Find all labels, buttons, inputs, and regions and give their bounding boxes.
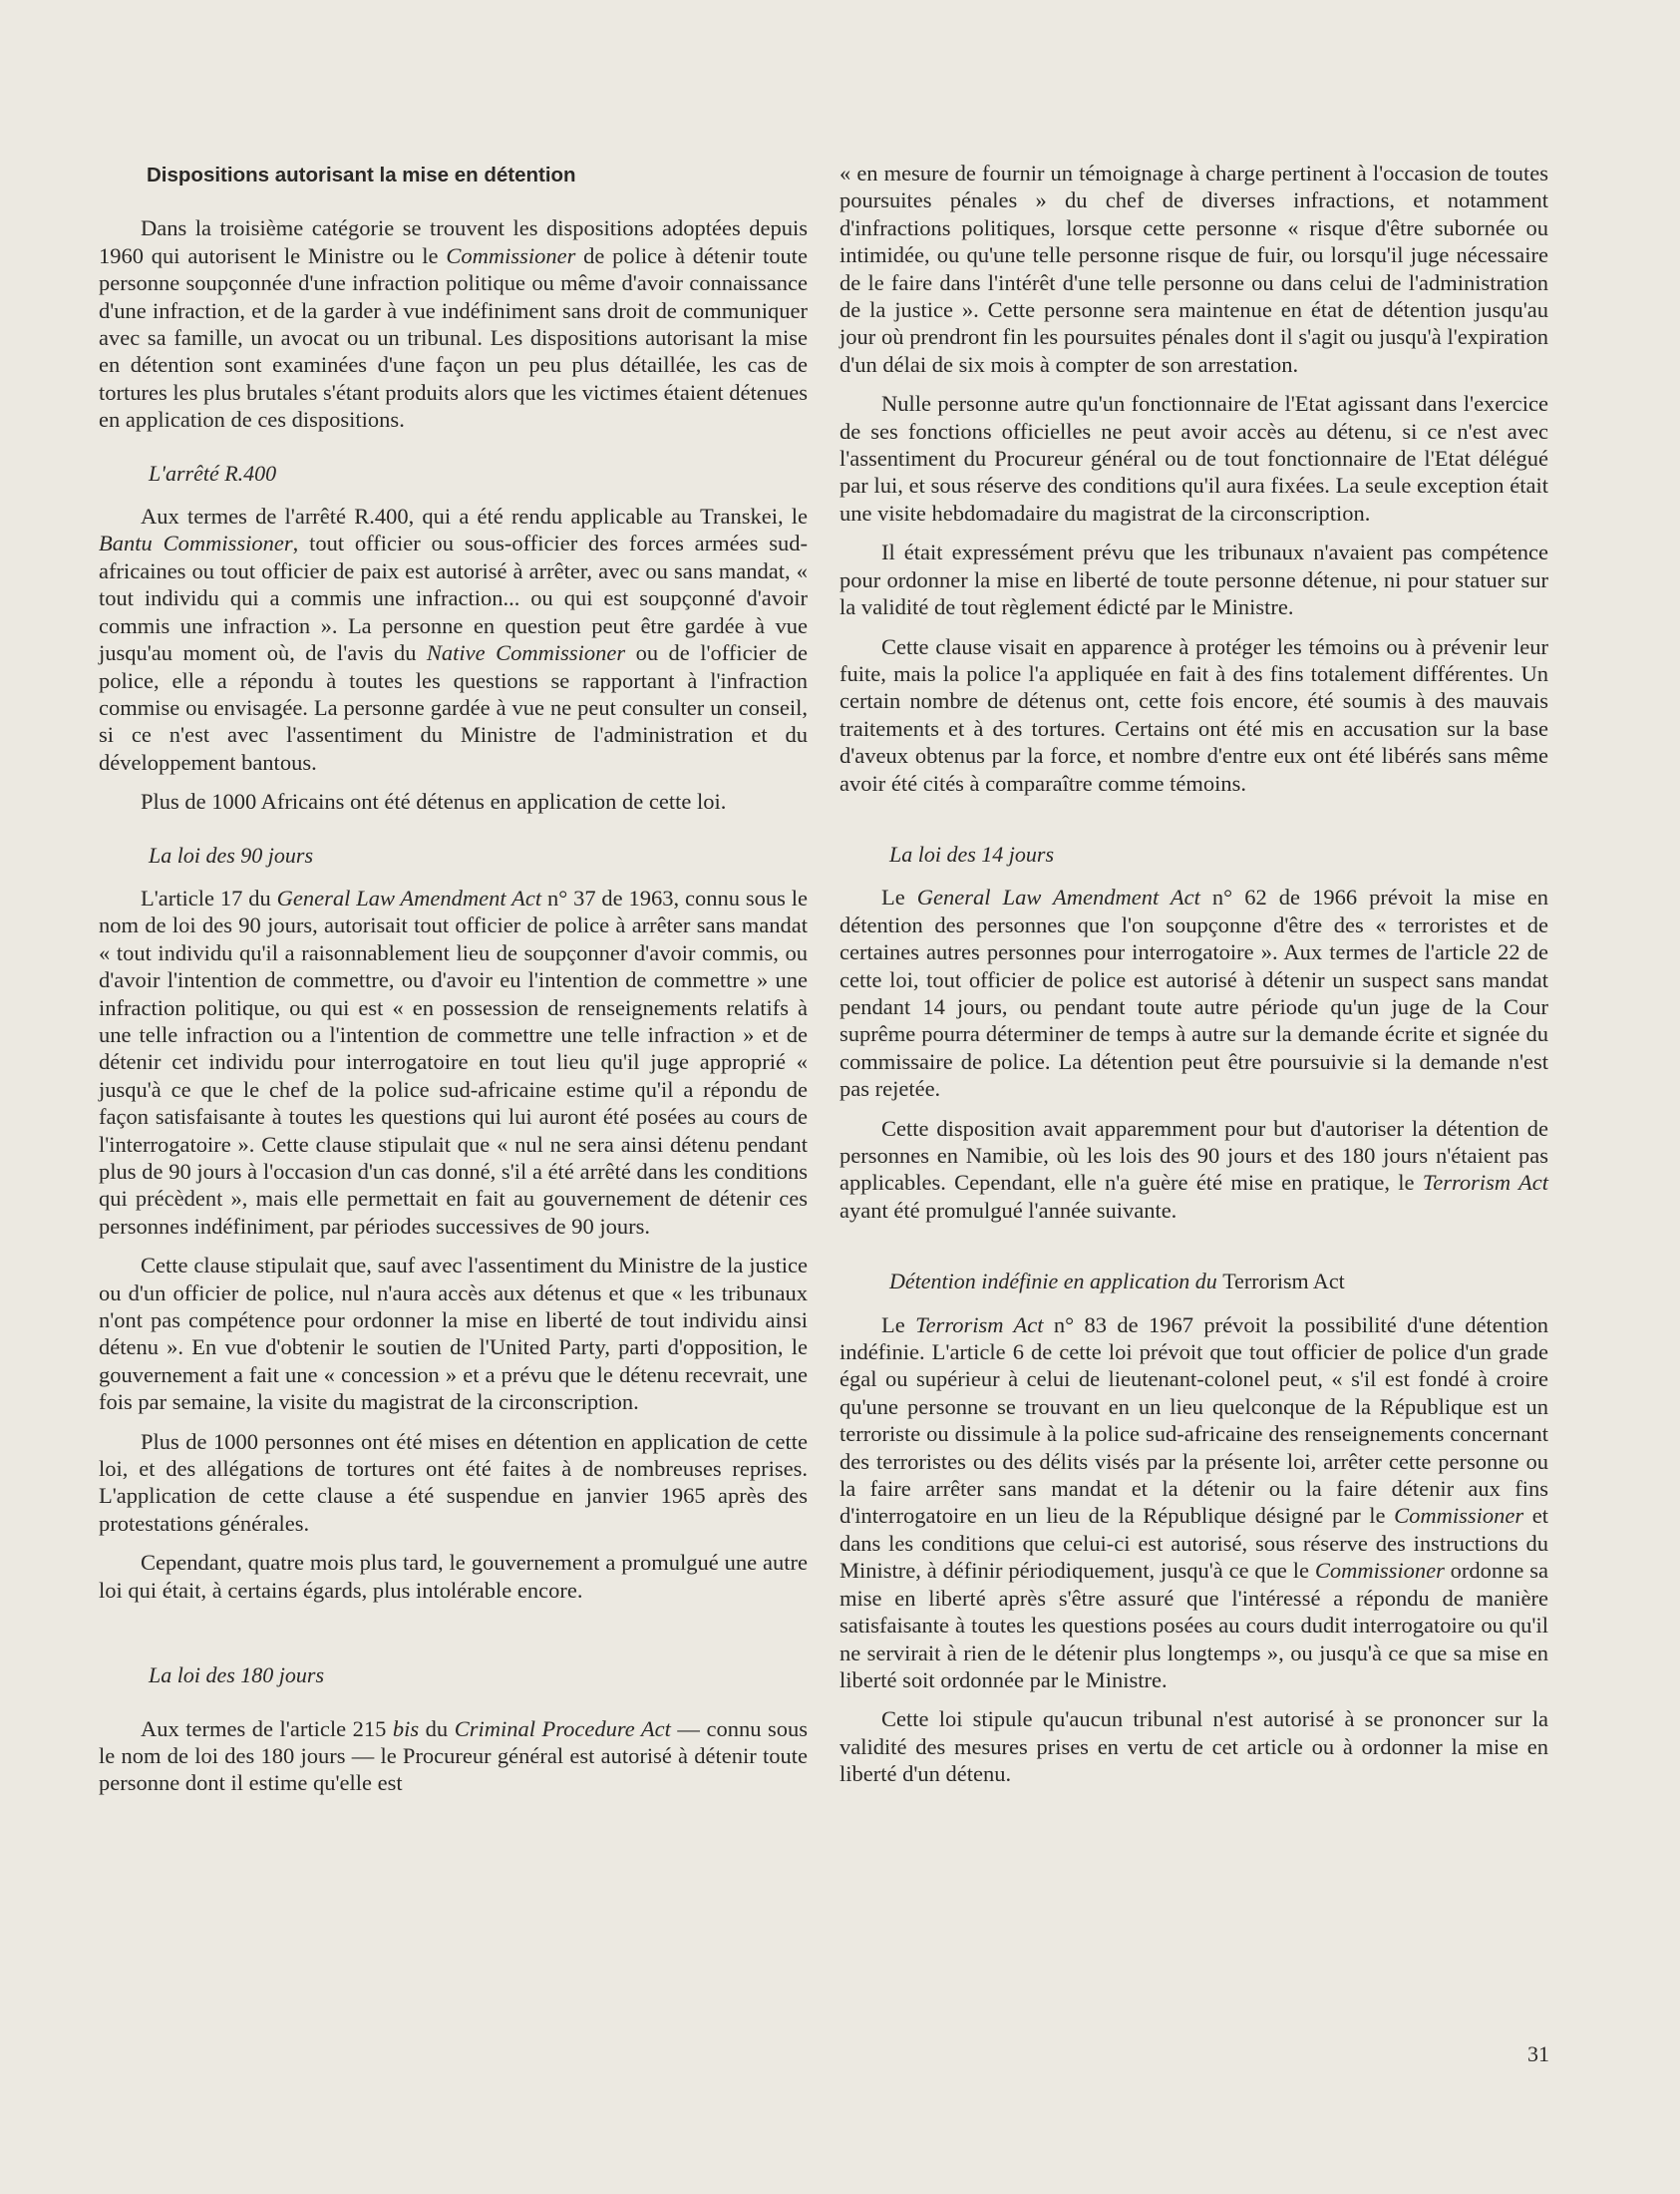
paragraph: Cette clause stipulait que, sauf avec l'assentiment du Ministre de la justice ou d'un officier de police, nul n'aura accès aux détenus et que « les tribunaux n'ont pas compétence pour ordonner la mise en liberté de tout individu ainsi détenu ». En vue d'obtenir le soutien de l'United Party, parti d'opposition, le gouvernement a fait une « concession » et a prévu que le détenu recevrait, une fois par semaine, la visite du magistrat de la circonscription.: [99, 1253, 808, 1415]
left-column: [99, 160, 808, 1809]
subheading-14-jours: La loi des 14 jours: [889, 841, 1055, 867]
paragraph: Cette loi stipule qu'aucun tribunal n'est autorisé à se prononcer sur la validité des mesures prises en vertu de cet article ou à ordonner la mise en liberté d'un détenu.: [840, 1706, 1548, 1787]
paragraph: Nulle personne autre qu'un fonctionnaire de l'Etat agissant dans l'exercice de ses fonctions officielles ne peut avoir accès au détenu, si ce n'est avec l'assentiment du Procureur général ou de tout fonctionnaire de l'Etat délégué par lui, et sous réserve des conditions qu'il aura fixées. La seule exception était une visite hebdomadaire du magistrat de la circonscription.: [840, 391, 1548, 526]
paragraph: Le Terrorism Act n° 83 de 1967 prévoit la possibilité d'une détention indéfinie. L'article 6 de cette loi prévoit que tout officier de police d'un grade égal ou supérieur à celui de lieutenant-colonel peut, « s'il est fondé à croire qu'une personne se trouvant en un lieu quelconque de la République est un terroriste ou dissimule à la police sud-africaine des renseignements concernant des terroristes ou des délits visés par la présente loi, arrêter cette personne ou la faire arrêter sans mandat et la détenir ou la faire détenir aux fins d'interrogatoire en un lieu de la République désigné par le Commissioner et dans les conditions que celui-ci est autorisé, sous réserve des instructions du Ministre, à définir périodiquement, jusqu'à ce que le Commissioner ordonne sa mise en liberté après s'être assuré que l'intéressé a répondu de manière satisfaisante à toutes les questions posées au cours dudit interrogatoire ou qu'il ne servirait à rien de le détenir plus longtemps », ou jusqu'à ce que sa mise en liberté soit ordonnée par le Ministre.: [840, 1311, 1548, 1692]
subheading-90-jours: La loi des 90 jours: [149, 842, 314, 868]
paragraph: « en mesure de fournir un témoignage à charge pertinent à l'occasion de toutes poursuites pénales » du chef de diverses infractions, et notamment d'infractions politiques, lorsque cette personne « risque d'être subornée ou intimidée, ou qu'une telle personne risque de fuir, ou lorsqu'il juge nécessaire de le faire dans l'intérêt d'une telle personne ou dans celui de l'administration de la justice ». Cette personne sera maintenue en état de détention jusqu'au jour où prendront fin les poursuites pénales dont il s'agit ou jusqu'à l'expiration d'un délai de six mois à compter de son arrestation.: [840, 161, 1548, 377]
paragraph: L'article 17 du General Law Amendment Act n° 37 de 1963, connu sous le nom de loi des 90 jours, autorisait tout officier de police à arrêter sans mandat « tout individu qu'il a raisonnablement lieu de soupçonner d'avoir commis, ou d'avoir l'intention de commettre, ou d'avoir eu l'intention de commettre » une infraction politique, ou qui est « en possession de renseignements relatifs à une telle infraction ou a l'intention de commettre une telle infraction » et de détenir cet individu pour interrogatoire en tout lieu qu'il juge approprié « jusqu'à ce que le chef de la police sud-africaine estime qu'il a répondu de façon satisfaisante à toutes les questions qui lui auront été posées au cours de l'interrogatoire ». Cette clause stipulait que « nul ne sera ainsi détenu pendant plus de 90 jours à l'occasion d'un cas donné, s'il a été arrêté dans les conditions qui précèdent », mais elle permettait en fait au gouvernement de détenir ces personnes indéfiniment, par périodes successives de 90 jours.: [99, 885, 808, 1239]
paragraph: Dans la troisième catégorie se trouvent les dispositions adoptées depuis 1960 qui autorisent le Ministre ou le Commissioner de police à détenir toute personne soupçonnée d'une infraction politique ou même d'avoir connaissance d'une infraction, et de la garder à vue indéfiniment sans droit de communiquer avec sa famille, un avocat ou un tribunal. Les dispositions autorisant la mise en détention sont examinées d'une façon un peu plus détaillée, les cas de tortures les plus brutales s'étant produits alors que les victimes étaient détenues en application de ces dispositions.: [99, 215, 808, 433]
page-number: 31: [1527, 2041, 1549, 2066]
paragraph: Il était expressément prévu que les tribunaux n'avaient pas compétence pour ordonner la mise en liberté de toute personne détenue, ni pour statuer sur la validité de tout règlement édicté par le Ministre.: [840, 540, 1548, 620]
section-heading: Dispositions autorisant la mise en détention: [147, 164, 576, 186]
paragraph: Plus de 1000 personnes ont été mises en détention en application de cette loi, et des allégations de tortures ont été faites à de nombreuses reprises. L'application de cette clause a été suspendue en janvier 1965 après des protestations générales.: [99, 1428, 808, 1536]
subheading-terrorism-act: Détention indéfinie en application du Terrorism Act: [889, 1269, 1345, 1294]
paragraph: Plus de 1000 Africains ont été détenus en application de cette loi.: [141, 789, 727, 815]
paragraph: Cette disposition avait apparemment pour but d'autoriser la détention de personnes en Namibie, où les lois des 90 jours et des 180 jours n'étaient pas applicables. Cependant, elle n'a guère été mise en pratique, le Terrorism Act ayant été promulgué l'année suivante.: [840, 1115, 1548, 1223]
paragraph: Aux termes de l'article 215 bis du Criminal Procedure Act — connu sous le nom de loi des 180 jours — le Procureur général est autorisé à détenir toute personne dont il estime qu'elle est: [99, 1715, 808, 1796]
paragraph: Le General Law Amendment Act n° 62 de 1966 prévoit la mise en détention des personnes que l'on soupçonne d'être des « terroristes et de certaines autres personnes pour interrogatoire ». Aux termes de l'article 22 de cette loi, tout officier de police est autorisé à détenir un suspect sans mandat pendant 14 jours, ou pendant toute autre période qu'un juge de la Cour suprême pourra déterminer de temps à autre sur la demande écrite et signée du commissaire de police. La détention peut être poursuivie si la demande n'est pas rejetée.: [840, 885, 1549, 1102]
paragraph: Cette clause visait en apparence à protéger les témoins ou à prévenir leur fuite, mais la police l'a appliquée en fait à des fins totalement différentes. Un certain nombre de détenus ont, cette fois encore, été soumis à des mauvais traitements et à des tortures. Certains ont été mis en accusation sur la base d'aveux obtenus par la force, et nombre d'entre eux ont été libérés sans même avoir été cités à comparaître comme témoins.: [840, 633, 1548, 796]
subheading-r400: L'arrêté R.400: [149, 460, 277, 486]
subheading-180-jours: La loi des 180 jours: [149, 1662, 325, 1688]
right-column: [840, 160, 1548, 1800]
paragraph: Aux termes de l'arrêté R.400, qui a été rendu applicable au Transkei, le Bantu Commissioner, tout officier ou sous-officier des forces armées sud-africaines ou tout officier de paix est autorisé à arrêter, avec ou sans mandat, « tout individu qui a commis une infraction... ou qui est soupçonné d'avoir commis une infraction ». La personne en question peut être gardée à vue jusqu'au moment où, de l'avis du Native Commissioner ou de l'officier de police, elle a répondu à toutes les questions se rapportant à l'infraction commise ou envisagée. La personne gardée à vue ne peut consulter un conseil, si ce n'est avec l'assentiment du Ministre de l'administration et du développement bantous.: [99, 504, 809, 775]
paragraph: Cependant, quatre mois plus tard, le gouvernement a promulgué une autre loi qui était, à certains égards, plus intolérable encore.: [99, 1550, 808, 1603]
